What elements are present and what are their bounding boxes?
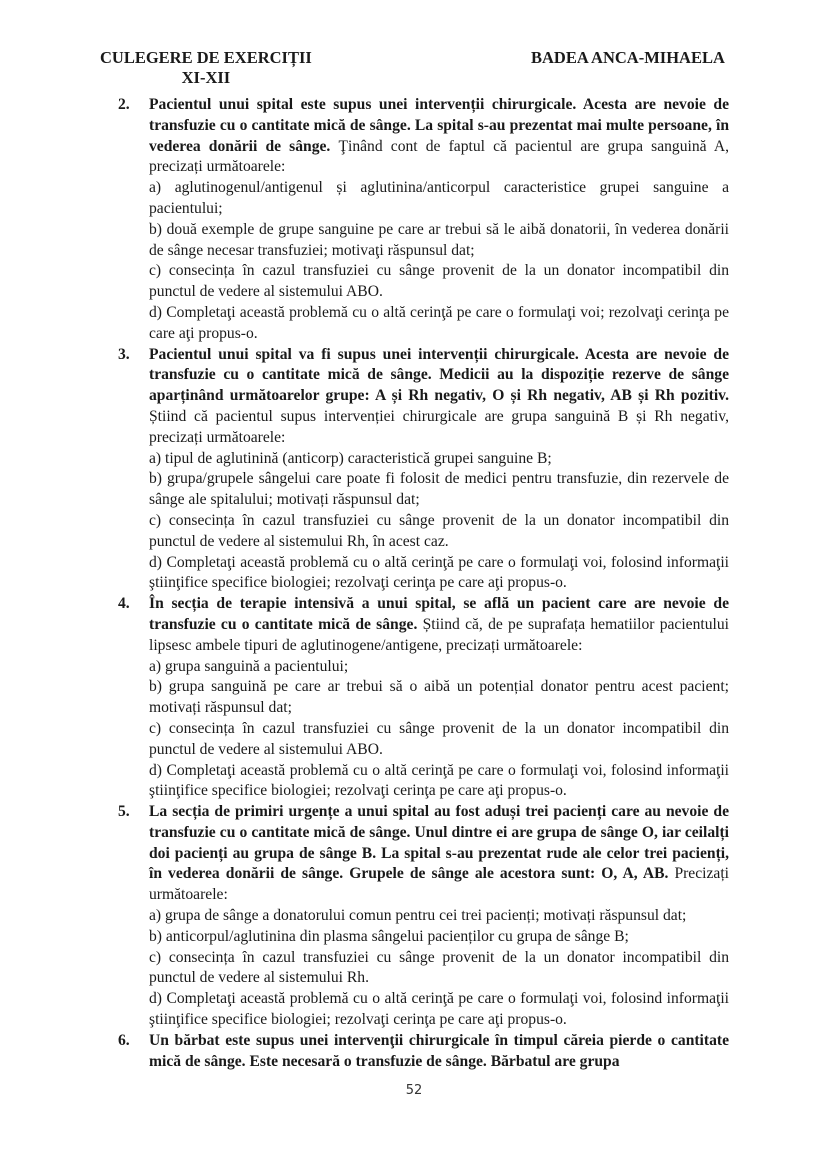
exercise-bold-text: Pacientul unui spital va fi supus unei intervenții chirurgicale. Acesta are nevoie de transfuzie cu o cantitate mică de sânge. Medicii au la dispoziție rezerve de sânge aparținând următoarelor grupe: A și Rh negativ, O și Rh negativ, AB și Rh pozitiv. [149,345,729,405]
exercise-4 [115,594,729,802]
exercise-number: 5. [118,803,130,821]
question-c: c) consecința în cazul transfuziei cu sânge provenit de la un donator incompatibil din punctul de vedere al sistemului ABO. [149,719,729,758]
exercise-normal-text: Știind că, de pe suprafața hematiilor pacientului lipsesc ambele tipuri de aglutinogene/antigene, precizați următoarele: [149,615,729,654]
exercise-statement [149,594,729,656]
question-d: d) Completaţi această problemă cu o altă cerinţă pe care o formulaţi voi, folosind informaţii ştiinţifice specifice biologiei; rezolvaţi cerinţa pe care aţi propus-o. [149,553,729,592]
exercise-number: 4. [118,595,130,613]
exercise-bold-text: La secția de primiri urgențe a unui spital au fost aduși trei pacienți care au nevoie de transfuzie cu o cantitate mică de sânge. Unul dintre ei are grupa de sânge O, iar ceilalți doi pacienți au grupa de sânge B. La spital s-au prezentat rude ale celor trei pacienți, în vederea donării de sânge. Grupele de sânge ale acestora sunt: O, A, AB. [149,803,729,883]
exercise-normal-text: Știind că pacientul supus intervenției chirurgicale are grupa sanguină B și Rh negativ, precizați următoarele: [149,407,729,446]
exercise-statement [149,802,729,906]
question-b: b) două exemple de grupe sanguine pe care ar trebui să le aibă donatorii, în vederea donării de sânge necesar transfuziei; motivaţi răspunsul dat; [149,220,729,259]
question-a: a) aglutinogenul/antigenul și aglutinina/anticorpul caracteristice grupei sanguine a pacientului; [149,179,729,217]
exercise-number: 3. [118,345,130,363]
exercise-bold-text: Un bărbat este supus unei intervenţii chirurgicale în timpul căreia pierde o cantitate mică de sânge. Este necesară o transfuzie de sânge. Bărbatul are grupa [149,1031,729,1070]
question-a: a) tipul de aglutinină (anticorp) caracteristică grupei sanguine B; [149,449,552,467]
book-title [100,48,312,88]
question-c: c) consecința în cazul transfuziei cu sânge provenit de la un donator incompatibil din punctul de vedere al sistemului Rh. [149,948,729,987]
exercise-statement [149,95,729,178]
question-c: c) consecința în cazul transfuziei cu sânge provenit de la un donator incompatibil din punctul de vedere al sistemului ABO. [149,262,729,301]
exercise-bold-text: În secția de terapie intensivă a unui spital, se află un pacient care are nevoie de transfuzie cu o cantitate mică de sânge. [149,595,729,633]
question-d: d) Completaţi această problemă cu o altă cerinţă pe care o formulaţi voi, folosind informaţii ştiinţifice specifice biologiei; rezolvaţi cerinţa pe care aţi propus-o. [149,990,729,1029]
page-number: 52 [405,1083,423,1098]
exercise-6 [115,1031,729,1073]
book-title-line1: CULEGERE DE EXERCIȚII [100,48,312,67]
exercise-number: 2. [118,96,130,113]
exercise-5 [115,802,729,1031]
question-d: d) Completaţi această problemă cu o altă cerinţă pe care o formulaţi voi; rezolvaţi cerinţa pe care aţi propus-o. [149,303,729,342]
exercise-bold-text: Pacientul unui spital este supus unei intervenții chirurgicale. Acesta are nevoie de transfuzie cu o cantitate mică de sânge. La spital s-au prezentat mai multe persoane, în vederea donării de sânge. [149,96,729,155]
exercise-statement [149,345,729,449]
book-title-line2: XI-XII [181,68,231,87]
exercise-list [115,95,729,1072]
question-c: c) consecința în cazul transfuziei cu sânge provenit de la un donator incompatibil din punctul de vedere al sistemului Rh, în acest caz. [149,511,729,550]
exercise-2 [115,95,729,345]
question-d: d) Completaţi această problemă cu o altă cerinţă pe care o formulaţi voi, folosind informaţii ştiinţifice specifice biologiei; rezolvaţi cerinţa pe care aţi propus-o. [149,761,729,800]
exercise-number: 6. [118,1031,130,1049]
exercise-normal-text: Precizați următoarele: [149,865,729,904]
exercise-normal-text: Ţinând cont de faptul că pacientul are grupa sanguină A, precizați următoarele: [149,137,730,176]
exercise-3 [115,345,729,595]
question-a: a) grupa de sânge a donatorului comun pentru cei trei pacienți; motivați răspunsul dat; [149,907,687,925]
exercise-statement [149,1031,729,1073]
author-name: BADEA ANCA-MIHAELA [531,48,725,67]
question-b: b) grupa/grupele sângelui care poate fi folosit de medici pentru transfuzie, din rezervele de sânge ale spitalului; motivați răspunsul dat; [149,470,729,509]
question-b: b) anticorpul/aglutinina din plasma sângelui pacienților cu grupa de sânge B; [149,927,629,945]
question-a: a) grupa sanguină a pacientului; [149,657,349,675]
question-b: b) grupa sanguină pe care ar trebui să o aibă un potențial donator pentru acest pacient; motivați răspunsul dat; [149,678,729,717]
